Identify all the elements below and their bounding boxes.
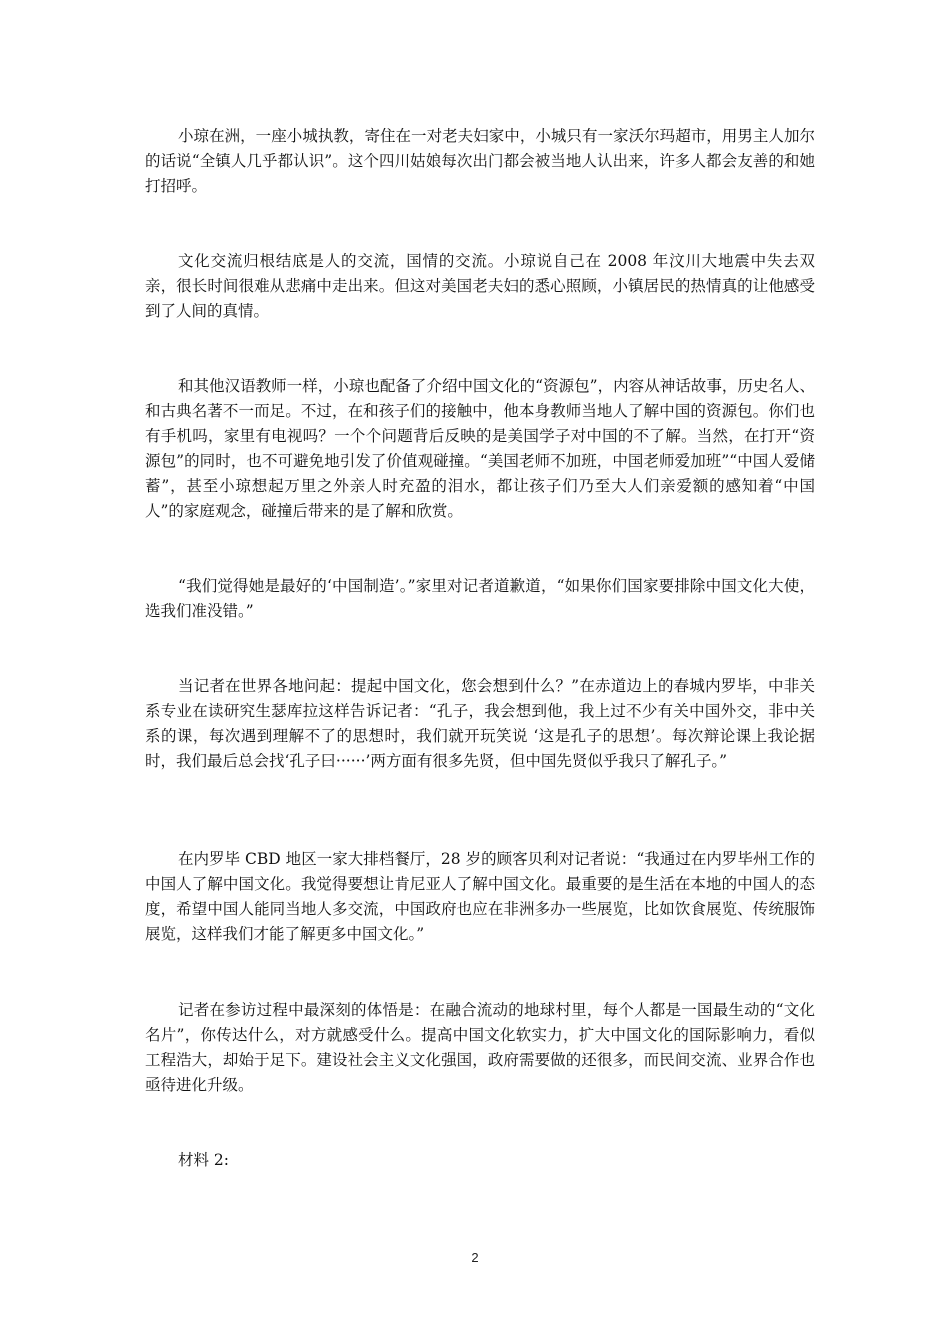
paragraph-6: 在内罗毕 CBD 地区一家大排档餐厅，28 岁的顾客贝利对记者说：“我通过在内罗毕州工作的中国人了解中国文化。我觉得要想让肯尼亚人了解中国文化。最重要的是生活在本地的中国人的态度，希望中国人能同当地人多交流，中国政府也应在非洲多办一些展览，比如饮食展览、传统服饰展览，这样我们才能了解更多中国文化。” (145, 850, 815, 943)
page-number: 2 (471, 1250, 479, 1265)
paragraph-5: 当记者在世界各地问起：提起中国文化，您会想到什么？”在赤道边上的春城内罗毕，中非关系专业在读研究生瑟库拉这样告诉记者：“孔子，我会想到他，我上过不少有关中国外交，非中关系的课，每次遇到理解不了的思想时，我们就开玩笑说 ‘这是孔子的思想’。每次辩论课上我论据时，我们最后总会找‘孔子曰······’两方面有很多先贤，但中国先贤似乎我只了解孔子。” (145, 677, 815, 770)
paragraph-2: 文化交流归根结底是人的交流，国情的交流。小琼说自己在 2008 年汶川大地震中失去双亲，很长时间很难从悲痛中走出来。但这对美国老夫妇的悉心照顾，小镇居民的热情真的让他感受到了人间的真情。 (145, 252, 815, 320)
paragraph-4: “我们觉得她是最好的‘中国制造’。”家里对记者道歉道，“如果你们国家要排除中国文化大使，选我们准没错。” (145, 577, 815, 620)
paragraph-7: 记者在参访过程中最深刻的体悟是：在融合流动的地球村里，每个人都是一国最生动的“文化名片”，你传达什么，对方就感受什么。提高中国文化软实力，扩大中国文化的国际影响力，看似工程浩大，却始于足下。建设社会主义文化强国，政府需要做的还很多，而民间交流、业界合作也亟待进化升级。 (145, 1001, 815, 1094)
paragraph-3: 和其他汉语教师一样，小琼也配备了介绍中国文化的“资源包”，内容从神话故事，历史名人、和古典名著不一而足。不过，在和孩子们的接触中，他本身教师当地人了解中国的资源包。你们也有手机吗，家里有电视吗？一个个问题背后反映的是美国学子对中国的不了解。当然，在打开“资源包”的同时，也不可避免地引发了价值观碰撞。“美国老师不加班，中国老师爱加班”“中国人爱储蓄”，甚至小琼想起万里之外亲人时充盈的泪水，都让孩子们乃至大人们亲爱额的感知着“中国人”的家庭观念，碰撞后带来的是了解和欣赏。 (145, 377, 815, 520)
material-heading: 材料 2: (178, 1151, 230, 1169)
paragraph-1: 小琼在洲，一座小城执教，寄住在一对老夫妇家中，小城只有一家沃尔玛超市，用男主人加尔的话说“全镇人几乎都认识”。这个四川姑娘每次出门都会被当地人认出来，许多人都会友善的和她打招呼。 (145, 127, 815, 195)
